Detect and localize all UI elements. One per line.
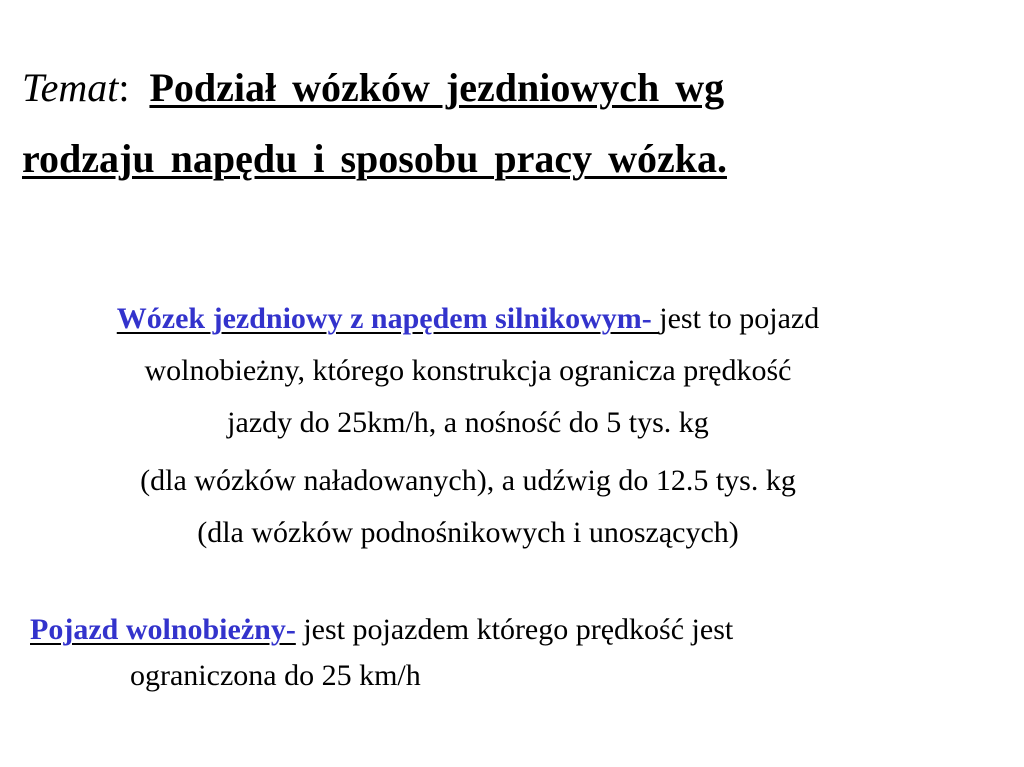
- definition-text: jest to pojazd: [659, 302, 820, 335]
- slide-title: [22, 52, 982, 194]
- definition-line: (dla wózków naładowanych), a udźwig do 12.5 tys. kg: [140, 464, 796, 497]
- definition-line: ograniczona do 25 km/h: [130, 659, 421, 692]
- title-heading-line2: rodzaju napędu i sposobu pracy wózka.: [22, 136, 727, 181]
- definition-line: [0, 293, 936, 345]
- definition-line: (dla wózków podnośnikowych i unoszących): [197, 516, 739, 549]
- definition-line: jazdy do 25km/h, a nośność do 5 tys. kg: [227, 406, 709, 439]
- definition-slow-vehicle: [30, 607, 990, 699]
- definition-motor-truck: [0, 293, 936, 559]
- definition-term: Pojazd wolnobieżny-: [30, 613, 296, 646]
- definition-term: Wózek jezdniowy z napędem silnikowym-: [116, 302, 660, 335]
- title-separator: :: [118, 65, 130, 110]
- title-heading-line1: Podział wózków jezdniowych wg: [149, 65, 725, 110]
- definition-text: jest pojazdem którego prędkość jest: [295, 613, 734, 646]
- definition-line: wolnobieżny, którego konstrukcja ogranicza prędkość: [144, 354, 792, 387]
- title-prefix: Temat: [22, 65, 119, 110]
